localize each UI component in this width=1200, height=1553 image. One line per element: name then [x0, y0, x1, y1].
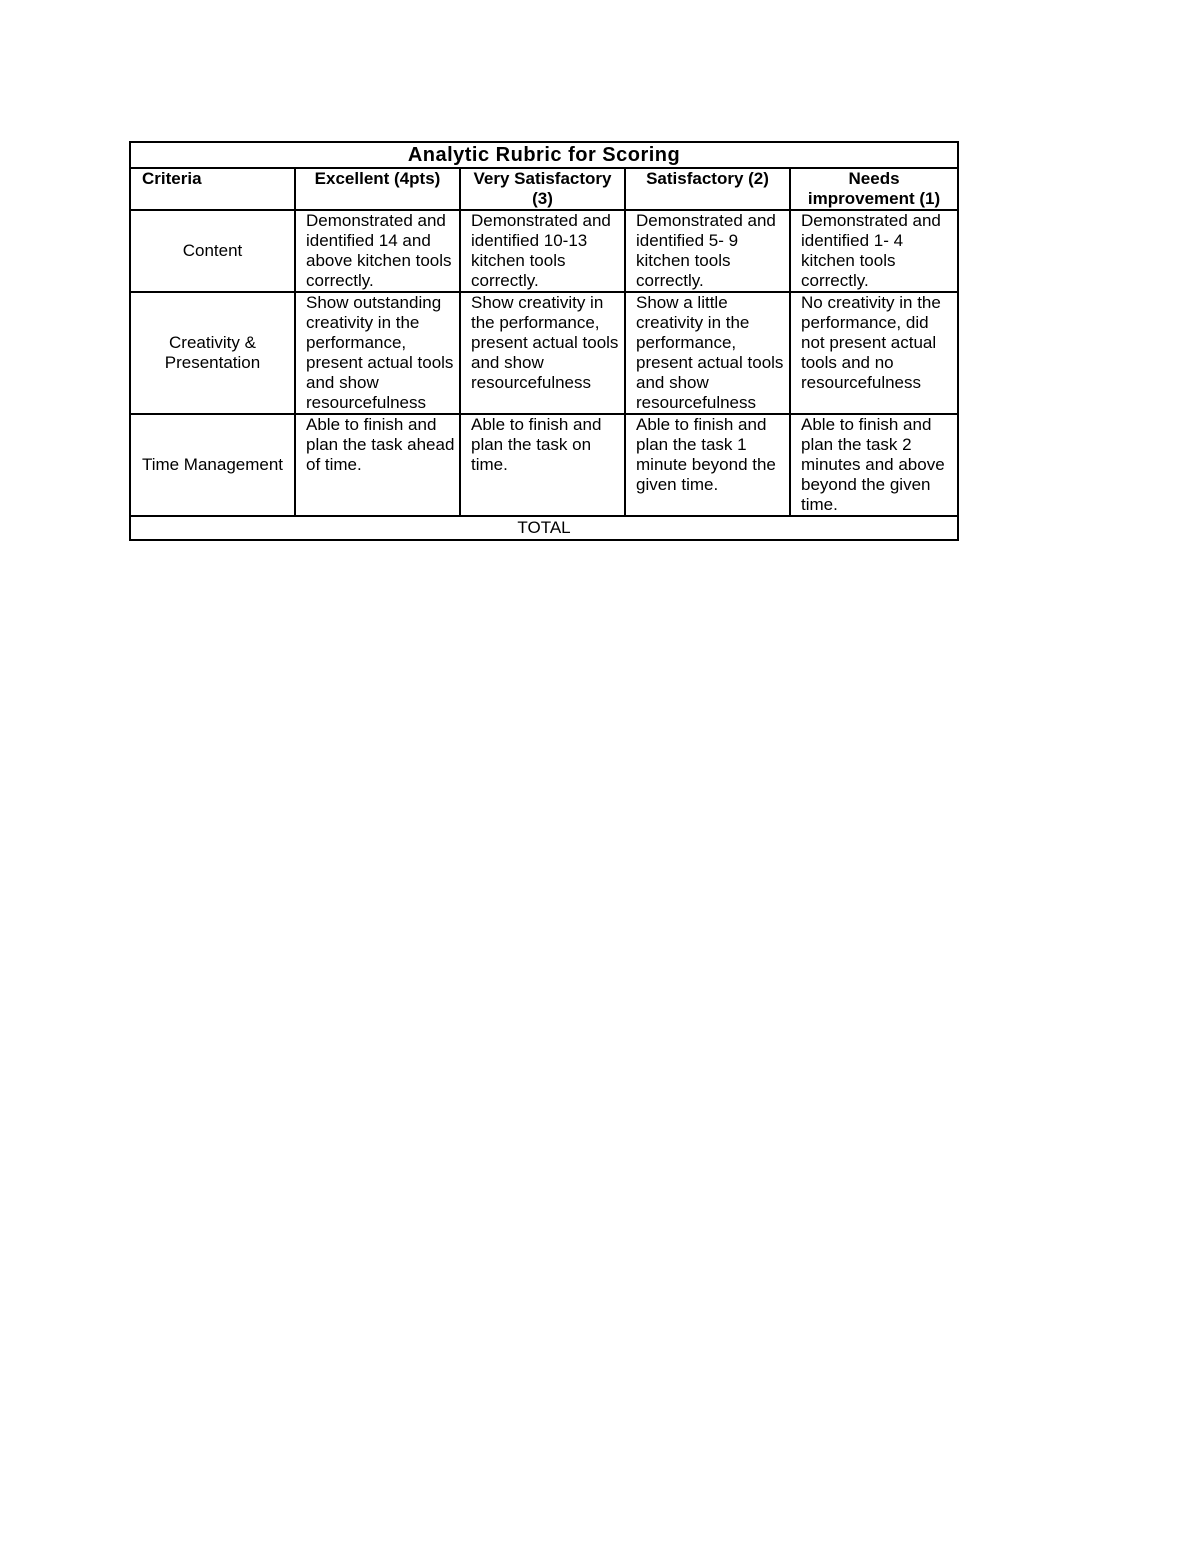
- title-row: [130, 142, 958, 168]
- content-satisfactory: Demonstrated and identified 5- 9 kitchen tools correctly.: [625, 210, 790, 292]
- header-excellent: Excellent (4pts): [295, 168, 460, 210]
- content-excellent: Demonstrated and identified 14 and above kitchen tools correctly.: [295, 210, 460, 292]
- table-row: [130, 292, 958, 414]
- time-excellent: Able to finish and plan the task ahead of time.: [295, 414, 460, 516]
- time-very-satisfactory: Able to finish and plan the task on time.: [460, 414, 625, 516]
- creativity-satisfactory: Show a little creativity in the performance, present actual tools and show resourcefulness: [625, 292, 790, 414]
- table-row: [130, 210, 958, 292]
- criteria-creativity-presentation: Creativity & Presentation: [130, 292, 295, 414]
- time-needs-improvement: Able to finish and plan the task 2 minutes and above beyond the given time.: [790, 414, 958, 516]
- content-needs-improvement: Demonstrated and identified 1- 4 kitchen tools correctly.: [790, 210, 958, 292]
- header-very-satisfactory: Very Satisfactory (3): [460, 168, 625, 210]
- total-label: TOTAL: [130, 516, 958, 540]
- creativity-needs-improvement: No creativity in the performance, did not present actual tools and no resourcefulness: [790, 292, 958, 414]
- header-needs-improvement: Needs improvement (1): [790, 168, 958, 210]
- criteria-content: Content: [130, 210, 295, 292]
- header-satisfactory: Satisfactory (2): [625, 168, 790, 210]
- time-satisfactory: Able to finish and plan the task 1 minute beyond the given time.: [625, 414, 790, 516]
- content-very-satisfactory: Demonstrated and identified 10-13 kitchen tools correctly.: [460, 210, 625, 292]
- header-row: [130, 168, 958, 210]
- analytic-rubric-table: [129, 141, 959, 541]
- header-criteria: Criteria: [130, 168, 295, 210]
- total-row: [130, 516, 958, 540]
- criteria-time-management: Time Management: [130, 414, 295, 516]
- creativity-very-satisfactory: Show creativity in the performance, present actual tools and show resourcefulness: [460, 292, 625, 414]
- creativity-excellent: Show outstanding creativity in the performance, present actual tools and show resourcefulness: [295, 292, 460, 414]
- rubric-title: Analytic Rubric for Scoring: [130, 142, 958, 168]
- table-row: [130, 414, 958, 516]
